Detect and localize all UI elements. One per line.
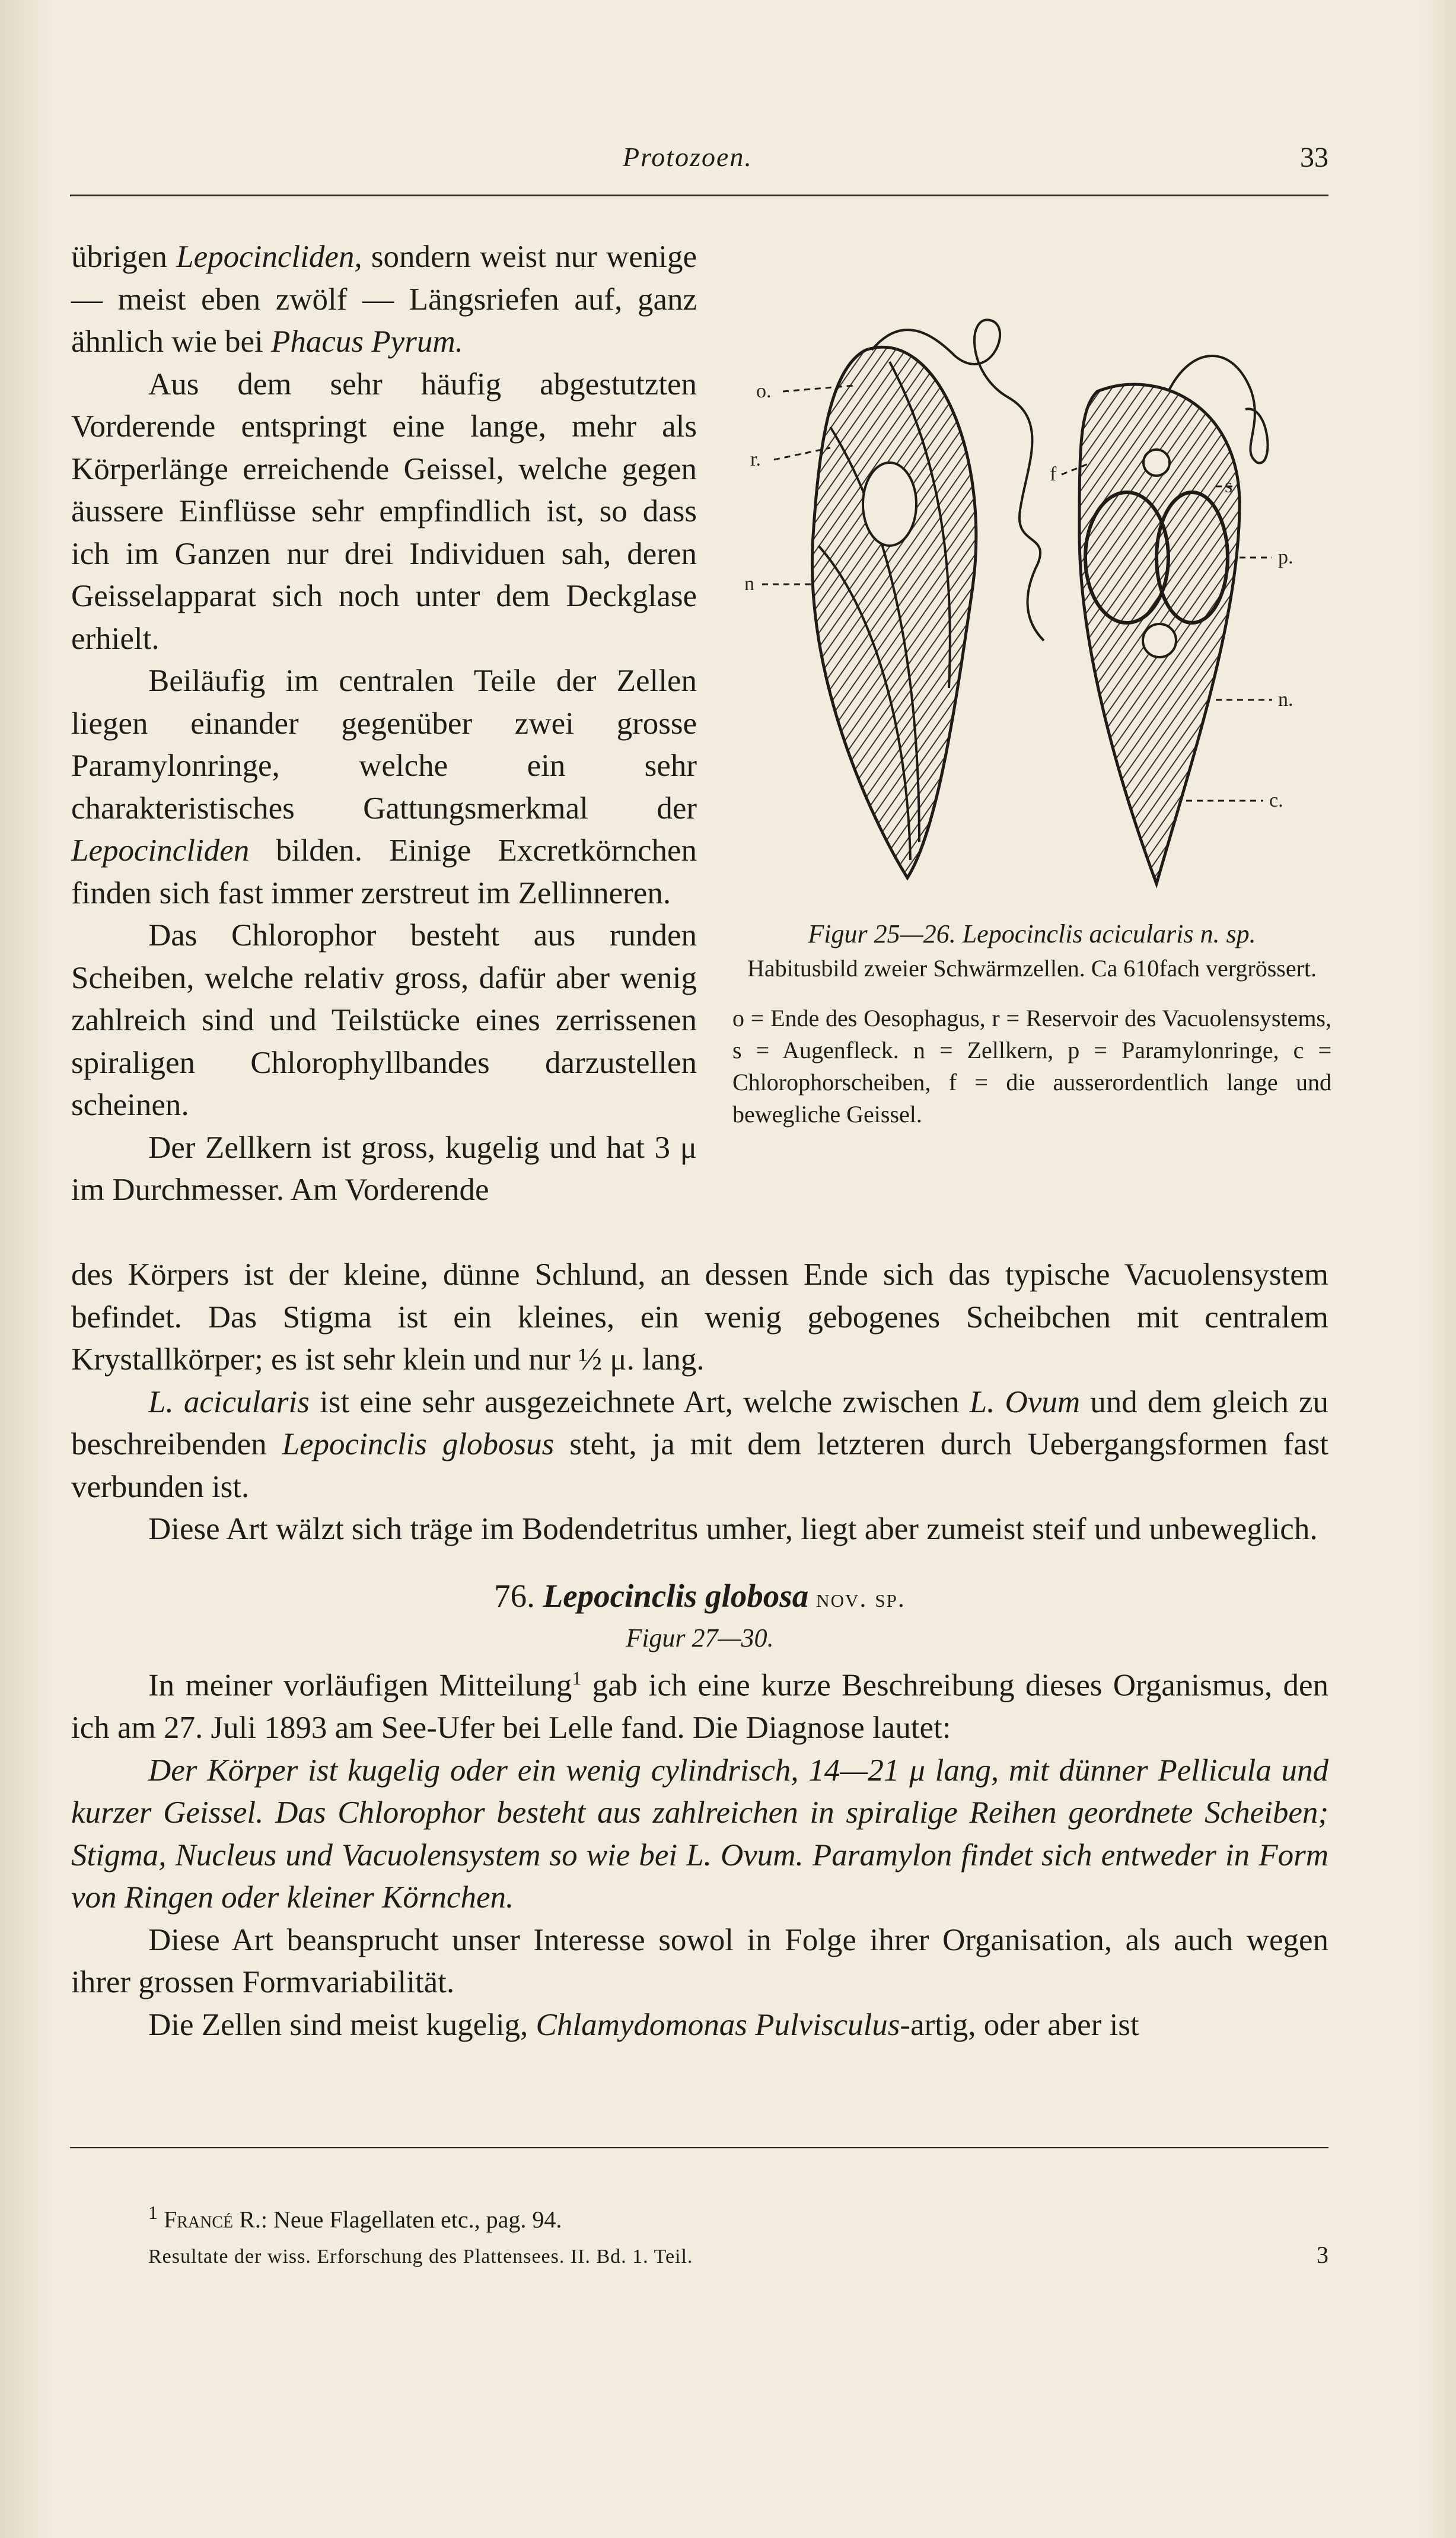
label-r: r.: [750, 448, 761, 470]
page-number: 33: [1300, 142, 1328, 173]
caption-title: Figur 25—26. Lepocinclis acicularis n. sp.: [808, 919, 1256, 948]
paragraph-3: Beiläufig im centralen Teile der Zellen liegen einander gegenüber zwei grosse Paramylonringe, welche ein sehr charakteristisches Gattungsmerkmal der Lepocincliden bilden. Einige Excretkörnchen finden sich fast immer zerstreut im Zellinneren.: [71, 664, 697, 910]
running-head-title: Protozoen.: [623, 142, 753, 172]
paragraph-8: In meiner vorläufigen Mitteilung$^1$ gab ich eine kurze Beschreibung dieses Organismus, den ich am 27. Juli 1893 am See-Ufer bei Lelle fand. Die Diagnose lautet:: [71, 1667, 1329, 1746]
series-title: Resultate der wiss. Erforschung des Plattensees. II. Bd. 1. Teil.: [148, 2246, 693, 2268]
label-n-right: n.: [1278, 689, 1293, 711]
series-line: [148, 2237, 1328, 2275]
paragraph-6: L. acicularis ist eine sehr ausgezeichnete Art, welche zwischen L. Ovum und dem gleich zu beschreibenden Lepocinclis globosus steht, ja mit dem letzteren durch Uebergangsformen fast verbunden ist.: [71, 1384, 1329, 1504]
figure-caption: [732, 918, 1331, 1131]
label-c: c.: [1269, 789, 1283, 811]
paragraph-4: Das Chlorophor besteht aus runden Scheiben, welche relativ gross, dafür aber wenig zahlreich sind und Teilstücke eines zerrissenen spiraligen Chlorophyllbandes darzustellen scheinen.: [71, 918, 697, 1122]
paragraph-7: Diese Art wälzt sich träge im Bodendetritus umher, liegt aber zumeist steif und unbeweglich.: [148, 1512, 1318, 1546]
full-width-text: [71, 1254, 1328, 2046]
running-head: [0, 141, 1328, 177]
paragraph-11: Die Zellen sind meist kugelig, Chlamydomonas Pulvisculus-artig, oder aber ist: [148, 2007, 1139, 2042]
paragraph-5: Der Zellkern ist gross, kugelig und hat 3 μ im Durchmesser. Am Vorderende: [71, 1130, 697, 1207]
footnotes: [148, 2195, 1328, 2275]
label-n-left: n: [744, 573, 754, 595]
footnote-1: $^1$ Francé R.: Neue Flagellaten etc., pag. 94.: [148, 2202, 562, 2233]
binding-shadow: [0, 0, 53, 2538]
label-o: o.: [756, 380, 772, 402]
label-s: s: [1225, 475, 1233, 497]
figure-lepocinclis: [741, 308, 1334, 902]
paragraph-5-continued: des Körpers ist der kleine, dünne Schlund, an dessen Ende sich das typische Vacuolensystem befindet. Das Stigma ist ein kleines, ein wenig gebogenes Scheibchen mit centralem Krystallkörper; es ist sehr klein und nur ½ μ. lang.: [71, 1257, 1328, 1377]
caption-legend: o = Ende des Oesophagus, r = Reservoir des Vacuolensystems, s = Augenfleck. n = Zellkern, p = Paramylonringe, c = Chlorophorscheiben, f = die ausserordentlich lange und bewegliche Geissel.: [732, 1005, 1331, 1128]
label-f: f: [1050, 463, 1057, 485]
left-column: [71, 236, 697, 1212]
paragraph-2: Aus dem sehr häufig abgestutzten Vorderende entspringt eine lange, mehr als Körperlänge erreichende Geissel, welche gegen äussere Einflüsse sehr empfindlich ist, so dass ich im Ganzen nur drei Individuen sah, deren Geisselapparat sich noch unter dem Deckglase erhielt.: [71, 367, 697, 656]
paragraph-1: übrigen Lepocincliden, sondern weist nur wenige — meist eben zwölf — Längsriefen auf, ganz ähnlich wie bei Phacus Pyrum.: [71, 240, 697, 359]
caption-description: Habitusbild zweier Schwärmzellen. Ca 610fach vergrössert.: [747, 955, 1317, 982]
footnote-rule: [70, 2147, 1328, 2148]
diagnosis: Der Körper ist kugelig oder ein wenig cylindrisch, 14—21 μ lang, mit dünner Pellicula und kurzer Geissel. Das Chlorophor besteht aus zahlreichen in spiralige Reihen geordnete Scheiben; Stigma, Nucleus und Vacuolensystem so wie bei L. Ovum. Paramylon findet sich entweder in Form von Ringen oder kleiner Körnchen.: [71, 1753, 1328, 1915]
header-rule: [70, 195, 1328, 196]
species-figure-ref: Figur 27—30.: [626, 1623, 774, 1652]
footnote-marker: 1: [572, 1667, 582, 1689]
label-p: p.: [1278, 546, 1293, 568]
page-edge-shadow: [1420, 0, 1456, 2538]
cell-drawing: [741, 308, 1334, 902]
paragraph-10: Diese Art beansprucht unser Interesse sowol in Folge ihrer Organisation, als auch wegen ihrer grossen Formvariabilität.: [71, 1922, 1328, 2000]
signature-mark: 3: [1317, 2241, 1328, 2269]
species-heading: 76. Lepocinclis globosa nov. sp.: [494, 1577, 906, 1614]
